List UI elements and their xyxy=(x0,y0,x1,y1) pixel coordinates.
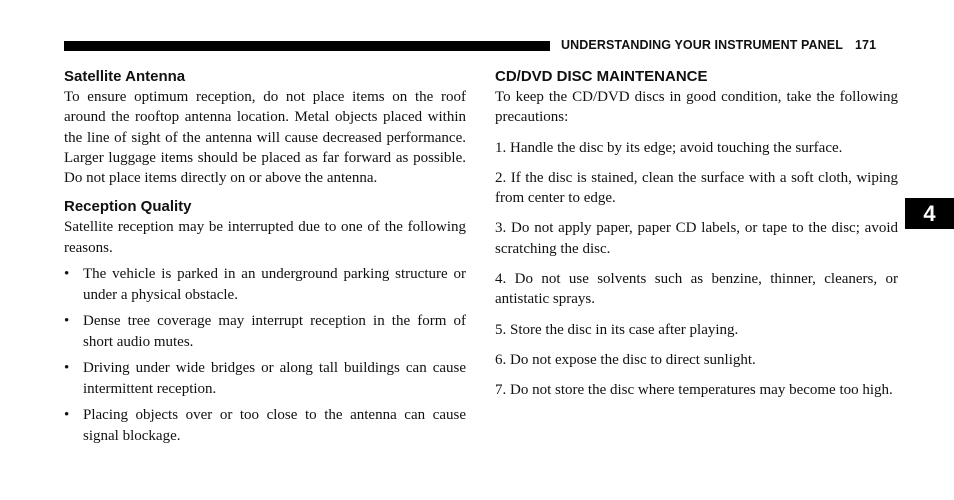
bullet-icon: • xyxy=(64,313,70,330)
precaution-step: 2. If the disc is stained, clean the surface with a soft cloth, wiping from center to edge. xyxy=(495,169,898,207)
reception-quality-intro: Satellite reception may be interrupted due to one of the following reasons. xyxy=(64,219,466,256)
header-rule xyxy=(64,41,550,51)
bullet-icon: • xyxy=(64,407,70,424)
page-number: 171 xyxy=(854,38,877,52)
list-item xyxy=(64,311,466,353)
precaution-step: 3. Do not apply paper, paper CD labels, or tape to the disc; avoid scratching the disc. xyxy=(495,220,898,257)
list-item-text: Placing objects over or too close to the antenna can cause signal blockage. xyxy=(83,407,466,445)
precaution-step: 4. Do not use solvents such as benzine, thinner, cleaners, or antistatic sprays. xyxy=(495,271,898,308)
satellite-antenna-heading: Satellite Antenna xyxy=(64,68,186,85)
bullet-icon: • xyxy=(64,266,70,283)
running-header xyxy=(561,38,876,52)
disc-maintenance-intro: To keep the CD/DVD discs in good condition, take the following precautions: xyxy=(495,89,898,126)
right-column xyxy=(495,67,898,401)
left-column xyxy=(64,67,466,452)
precaution-step: 1. Handle the disc by its edge; avoid touching the surface. xyxy=(495,139,843,156)
bullet-icon: • xyxy=(64,360,70,377)
satellite-antenna-body: To ensure optimum reception, do not place items on the roof around the rooftop antenna location. Metal objects placed within the line of sight of the antenna will cause decreased performance. Larger luggage items should be placed as far forward as possible. Do not place items directly on or above the antenna. xyxy=(64,89,466,187)
list-item-text: Dense tree coverage may interrupt reception in the form of short audio mutes. xyxy=(83,313,466,351)
reception-reasons-list xyxy=(64,264,466,447)
reception-quality-heading: Reception Quality xyxy=(64,198,192,216)
list-item-text: The vehicle is parked in an underground parking structure or under a physical obstacle. xyxy=(83,266,466,304)
precaution-step: 6. Do not expose the disc to direct sunlight. xyxy=(495,351,756,368)
header-title: UNDERSTANDING YOUR INSTRUMENT PANEL xyxy=(561,38,843,52)
satellite-antenna-section xyxy=(64,67,466,188)
list-item-text: Driving under wide bridges or along tall buildings can cause intermittent reception. xyxy=(83,360,466,398)
disc-maintenance-heading: CD/DVD DISC MAINTENANCE xyxy=(495,68,708,85)
reception-quality-section xyxy=(64,197,466,447)
list-item xyxy=(64,358,466,400)
chapter-tab: 4 xyxy=(905,198,954,229)
precaution-step: 7. Do not store the disc where temperatures may become too high. xyxy=(495,382,893,399)
precaution-step: 5. Store the disc in its case after playing. xyxy=(495,321,739,338)
list-item xyxy=(64,405,466,447)
list-item xyxy=(64,264,466,306)
